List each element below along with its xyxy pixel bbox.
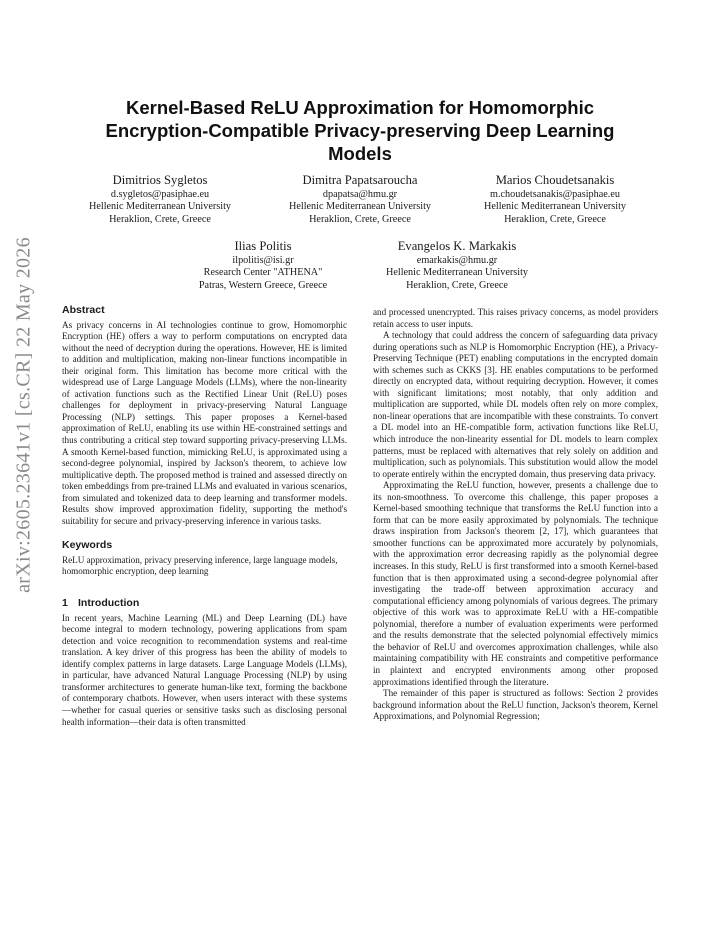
author-affiliation: Hellenic Mediterranean University <box>483 201 626 213</box>
author-location: Patras, Western Greece, Greece <box>198 279 328 291</box>
author-email: d.sygletos@pasiphae.eu <box>110 189 210 200</box>
author-name: Marios Choudetsanakis <box>495 173 615 187</box>
keywords-text: ReLU approximation, privacy preserving inference, large language models, homomorphic encryption, deep learning <box>62 554 338 577</box>
intro-paragraph-continued: and processed unencrypted. This raises privacy concerns, as model providers retain access to user inputs. <box>373 307 658 329</box>
arxiv-identifier: arXiv:2605.23641v1 [cs.CR] 22 May 2026 <box>12 237 35 593</box>
section-title: Introduction <box>78 597 140 610</box>
author-affiliation: Research Center "ATHENA" <box>203 267 323 279</box>
paper-title: Kernel-Based ReLU Approximation for Homomorphic Encryption-Compatible Privacy-preserving Deep Learning Models <box>105 97 615 164</box>
author-block <box>60 172 260 226</box>
author-location: Heraklion, Crete, Greece <box>109 213 211 225</box>
abstract-text: As privacy concerns in AI technologies continue to grow, Homomorphic Encryption (HE) offers a way to perform computations on encrypted data without the need of decryption during the operations. However, HE is limited to addition and multiplication, making non-linear functions incompatible in their original form. This limitation has become more critical with the widespread use of Large Language Models (LLMs), where the non-linearity of activation functions such as the Rectified Linear Unit (ReLU) poses challenges for deployment in privacy-preserving Natural Language Processing (NLP) settings. This paper proposes a Kernel-based approximation of ReLU, enabling its use within HE-constrained settings and thus contributing a critical step toward supporting privacy-preserving LLMs. A smooth Kernel-based function, mimicking ReLU, is approximated using a second-degree polynomial, inspired by Jackson's theorem, to achieve low multiplicative depth. The proposed method is trained and assessed directly on token embeddings from pre-trained LLMs and evaluated in various scenarios, from simulated and tokenized data to deep learning and transformer models. Results show improved approximation fidelity, supporting the method's suitability for secure and privacy-preserving inference in various tasks. <box>62 319 347 526</box>
left-column <box>62 305 347 728</box>
author-block <box>260 172 460 226</box>
author-email: emarkakis@hmu.gr <box>416 255 498 266</box>
author-location: Heraklion, Crete, Greece <box>309 213 411 225</box>
intro-paragraph: In recent years, Machine Learning (ML) and Deep Learning (DL) have become integral to modern technology, powering applications from spam detection and voice recognition to recommendation systems and real-time translation. A key driver of this progress has been the ability of models to identify complex patterns in large datasets. Large Language Models (LLMs), in particular, have advanced Natural Language Processing (NLP) by using transformer architectures to generate human-like text, forming the backbone of contemporary chatbots. However, when users interact with these systems—whether for casual queries or sensitive tasks such as disclosing personal health information—their data is often transmitted <box>62 612 347 727</box>
intro-paragraph: A technology that could address the concern of safeguarding data privacy during operations such as NLP is Homomorphic Encryption (HE), a Privacy-Preserving Technique (PET) enabling computations in the encrypted domain with schemes such as CKKS [3]. HE enables computations to be performed directly on encrypted data, without requiring decryption. However, it comes with significant limitations; most notably, that only addition and multiplication are supported, while DL models often rely on more complex, non-linear operations that are incompatible with these constraints. To convert a DL model into an HE-compatible form, activation functions like ReLU, which introduce the non-linearity essential for DL models to learn complex patterns, must be replaced with alternatives that rely solely on addition and multiplication, such as polynomials. This substitution would allow the model to operate entirely within the encrypted domain, thus preserving data privacy. <box>373 330 658 479</box>
author-block <box>357 238 557 292</box>
introduction-heading <box>62 598 347 610</box>
author-email: m.choudetsanakis@pasiphae.eu <box>490 189 620 200</box>
author-location: Heraklion, Crete, Greece <box>504 213 606 225</box>
right-column <box>373 307 658 723</box>
author-affiliation: Hellenic Mediterranean University <box>385 267 528 279</box>
author-email: dpapatsa@hmu.gr <box>322 189 398 200</box>
author-name: Evangelos K. Markakis <box>397 239 517 253</box>
keywords-heading: Keywords <box>62 539 113 552</box>
author-name: Ilias Politis <box>234 239 292 253</box>
intro-paragraph: Approximating the ReLU function, however, presents a challenge due to its non-smoothness. To overcome this challenge, this paper proposes a Kernel-based smoothing technique that transforms the ReLU function into a form that can be more easily approximated by polynomials. The technique draws inspiration from Jackson's theorem [2, 17], which guarantees that smoother functions can be approximated more accurately by polynomials, with the approximation error decreasing rapidly as the polynomial degree increases. In this study, ReLU is first transformed into a smooth Kernel-based function that is then approximated using a second-degree polynomial after investigating the trade-off between approximation accuracy and computational efficiency among polynomials of various degrees. The primary objective of this work was to approximate ReLU with a HE-compatible polynomial, therefore a number of evaluation experiments were performed and the results demonstrate that the selected polynomial effectively mimics the behavior of ReLU and overcomes approximation challenges, while also maintaining compatibility with HE constraints and competitive performance in plaintext and encrypted environments among other proposed approximations identified through the literature. <box>373 480 658 687</box>
author-block <box>455 172 655 226</box>
author-email: ilpolitis@isi.gr <box>232 255 294 266</box>
arxiv-sidebar <box>10 150 34 680</box>
author-affiliation: Hellenic Mediterranean University <box>288 201 431 213</box>
author-name: Dimitrios Sygletos <box>112 173 208 187</box>
abstract-heading: Abstract <box>62 304 105 316</box>
author-affiliation: Hellenic Mediterranean University <box>88 201 231 213</box>
author-name: Dimitra Papatsaroucha <box>302 173 418 187</box>
author-block <box>163 238 363 292</box>
author-location: Heraklion, Crete, Greece <box>406 279 508 291</box>
intro-paragraph: The remainder of this paper is structured as follows: Section 2 provides background information about the ReLU function, Jackson's theorem, Kernel Approximations, and Polynomial Regression; <box>373 688 658 722</box>
section-number: 1 <box>62 597 68 610</box>
